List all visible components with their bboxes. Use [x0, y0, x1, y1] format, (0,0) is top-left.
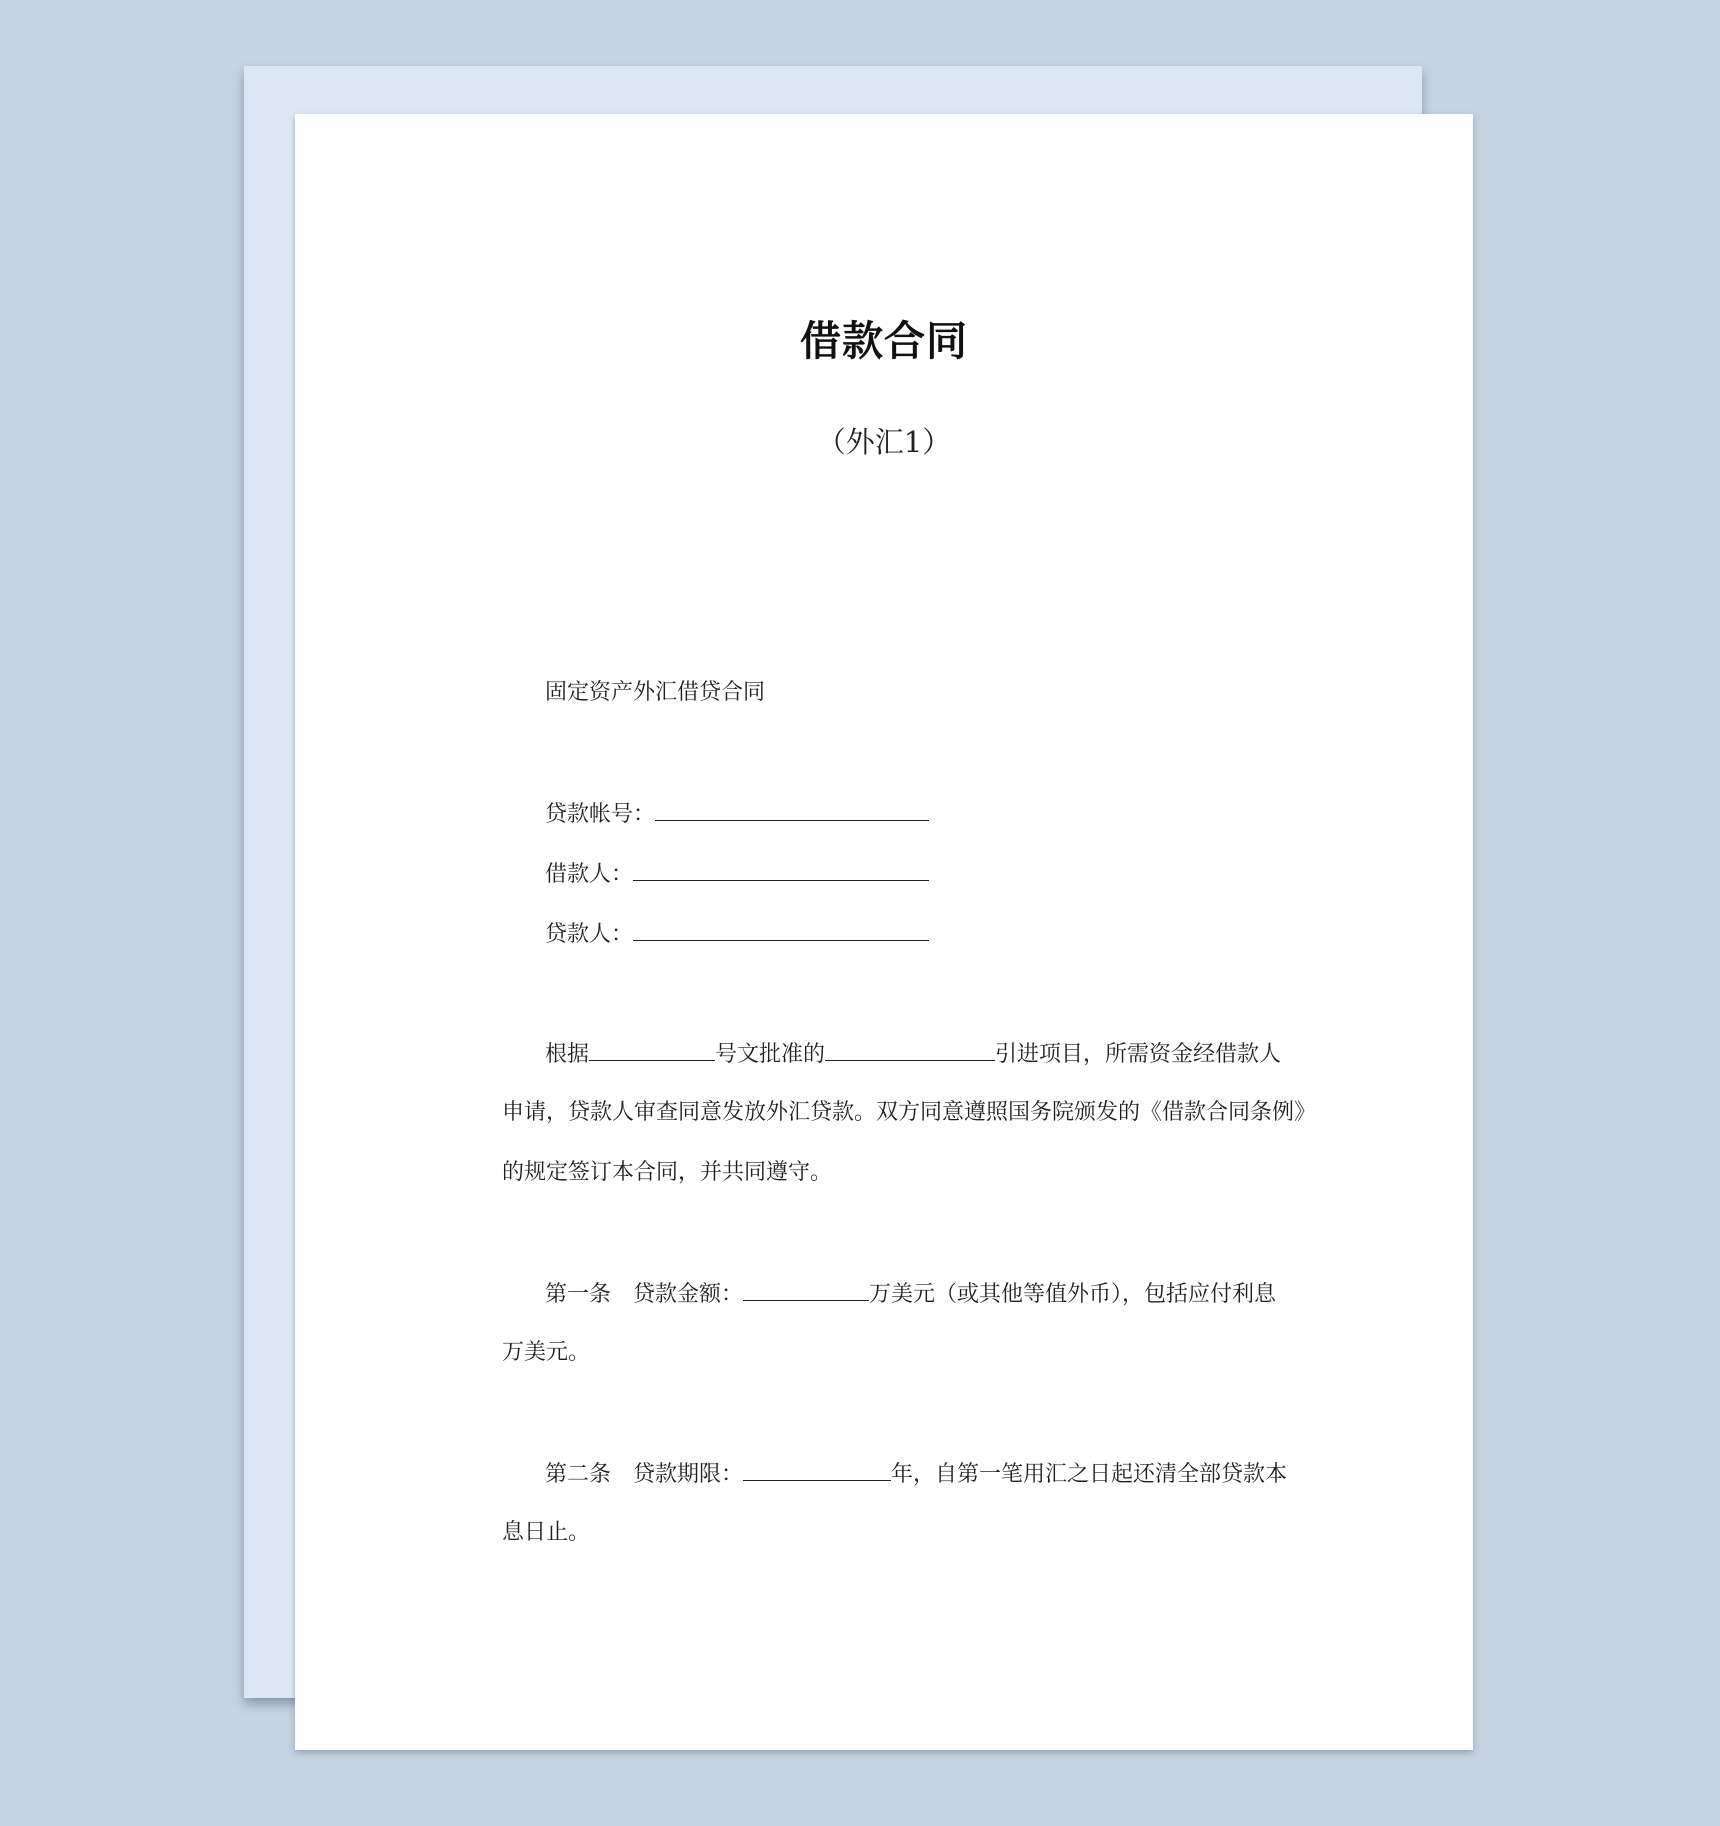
preamble-line-2: 申请，贷款人审查同意发放外汇贷款。双方同意遵照国务院颁发的《借款合同条例》: [502, 1100, 1317, 1125]
document-subtitle: （外汇1）: [816, 425, 952, 459]
loan-amount-blank[interactable]: [743, 1278, 869, 1301]
preamble-text: 号文批准的: [715, 1042, 826, 1067]
lender-field: [502, 918, 929, 950]
contract-type: 固定资产外汇借贷合同: [545, 680, 766, 705]
article-2-number: 第二条: [545, 1462, 612, 1487]
preamble-text: 根据: [545, 1042, 590, 1067]
article-1-line-2: 万美元。: [502, 1340, 591, 1365]
borrower-label: 借款人：: [545, 862, 634, 887]
preamble-line-3: 的规定签订本合同，并共同遵守。: [502, 1160, 833, 1185]
document-page: [295, 114, 1473, 1750]
project-name-blank[interactable]: [825, 1038, 995, 1061]
article-1-label: 贷款金额：: [633, 1282, 744, 1307]
lender-blank[interactable]: [633, 918, 929, 941]
borrower-blank[interactable]: [633, 858, 929, 881]
approval-number-blank[interactable]: [589, 1038, 715, 1061]
account-field: [502, 798, 929, 830]
article-1-text: 万美元（或其他等值外币），包括应付利息: [869, 1282, 1277, 1307]
article-1-line-1: [502, 1278, 1276, 1310]
article-2-line-1: [502, 1458, 1287, 1490]
loan-term-blank[interactable]: [743, 1458, 891, 1481]
preamble-text: 引进项目，所需资金经借款人: [995, 1042, 1282, 1067]
account-blank[interactable]: [655, 798, 929, 821]
borrower-field: [502, 858, 929, 890]
contract-type-line: [502, 678, 765, 708]
article-2-text: 年，自第一笔用汇之日起还清全部贷款本: [891, 1462, 1288, 1487]
article-2-line-2: 息日止。: [502, 1520, 591, 1545]
preamble-line-1: [502, 1038, 1281, 1070]
article-1-number: 第一条: [545, 1282, 612, 1307]
document-title: 借款合同: [800, 317, 968, 365]
account-label: 贷款帐号：: [545, 802, 656, 827]
article-2-label: 贷款期限：: [633, 1462, 744, 1487]
lender-label: 贷款人：: [545, 922, 634, 947]
